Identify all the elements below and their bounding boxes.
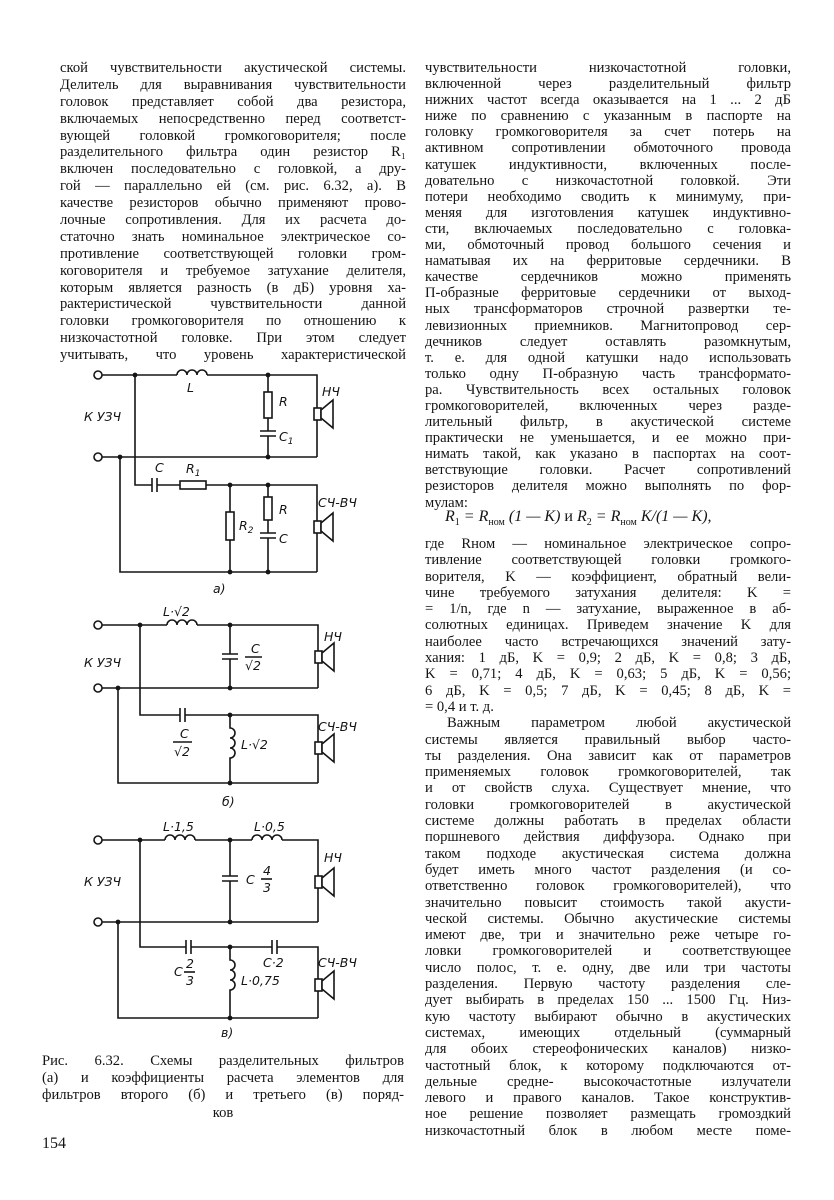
text-line: головки громкоговорителя по отношению к: [60, 313, 406, 330]
text-line: сти, включаемых последовательно с головка-: [425, 220, 791, 237]
input-terminal: [94, 684, 102, 692]
text-line: ты разделения. Она зависит как от параметров: [425, 747, 791, 764]
input-label: К УЗЧ: [84, 874, 122, 889]
text-line: тивление соответствующей головки громкого-: [425, 552, 791, 569]
text-line: ра. Чувствительность всех остальных головок: [425, 381, 791, 398]
text-line: будет иметь много частот разделения (и со-: [425, 861, 791, 878]
label-C1: $C_1$: [279, 429, 294, 447]
label-L2: L·0,5: [254, 819, 285, 834]
label-L-bottom: L·√2: [241, 737, 268, 752]
label-L1: L·1,5: [163, 819, 194, 834]
label-R: R: [279, 394, 288, 409]
text-line: (а) и коэффициенты расчета элементов для: [42, 1070, 404, 1087]
formula-r1: R: [445, 508, 455, 525]
text-line: K = 0,71; 4 дБ, K = 0,63; 5 дБ, K = 0,56;: [425, 666, 791, 683]
capacitor-C: [152, 478, 157, 492]
formula-sub: ном: [488, 517, 505, 529]
text-line: ниже по сравнению с указанным в паспорте на: [425, 108, 791, 125]
inductor: [165, 835, 195, 840]
text-line: наматывая их на ферритовые сердечники. В: [425, 253, 791, 270]
schematic-a: [84, 370, 357, 596]
label-L-top: L·√2: [163, 604, 190, 619]
text-line: системе должны работать в пределах области: [425, 813, 791, 830]
text-line: системы является правильный выбор часто-: [425, 731, 791, 748]
text-line: головку громкоговорителя за счет потерь на: [425, 124, 791, 141]
text-line: кую частоту выбирают обычно в акустических: [425, 1008, 791, 1025]
text-line: дует выбирать в пределах 150 ... 1500 Гц. Низ-: [425, 992, 791, 1009]
text-line: разделения. Первую частоту разделения сле-: [425, 976, 791, 993]
text-line: где Rном — номинальное электрическое сопро-: [425, 536, 791, 552]
text-line: число полос, т. е. одну, две или три частоты: [425, 959, 791, 976]
text-line: качестве резисторов обычно применяют прово-: [60, 195, 406, 212]
text-line: ворителя, K — коэффициент, обратный вели-: [425, 568, 791, 585]
text-line: для обоих стереофонических каналов) низко-: [425, 1041, 791, 1058]
input-terminal: [94, 453, 102, 461]
text-line: громкоговорителей, включенных через разде-: [425, 397, 791, 414]
inductor: [252, 835, 282, 840]
text-line: включаемых непосредственно перед соответст-: [60, 110, 406, 127]
label-C-top-den: √2: [245, 658, 261, 673]
text-line: лочные сопротивления. Для их расчета до-: [60, 212, 406, 229]
text-line: меняя для изготовления катушек индуктивно-: [425, 204, 791, 221]
input-terminal: [94, 836, 102, 844]
figure-tag-c: в): [221, 1025, 234, 1040]
text-line: потери необходимо сводить к минимуму, при-: [425, 188, 791, 205]
text-line: ветствующие головки. Расчет сопротивлений: [425, 462, 791, 479]
text-line: рактеристической чувствительности данной: [60, 296, 406, 313]
text-line: качестве сердечников можно применять: [425, 269, 791, 286]
label-L: L: [187, 380, 194, 395]
label-C-bottom-num: C: [180, 726, 189, 741]
text-line: фильтров второго (б) и третьего (в) поряд-: [42, 1087, 404, 1104]
figure-caption: [42, 1053, 404, 1122]
text-line: только одну П-образную часть трансформато-: [425, 365, 791, 382]
text-line: т. е. для одной катушки надо использовать: [425, 349, 791, 366]
formula-text: и: [560, 508, 577, 525]
inductor-L: [177, 370, 207, 375]
text-line: левого и правого каналов. Такое конструктив-: [425, 1090, 791, 1107]
label-R: R: [279, 502, 288, 517]
text-line: ми, обмоточный провод большого сечения и: [425, 237, 791, 254]
figure-tag-a: а): [213, 581, 226, 596]
text-line: учитывать, что уровень характеристической: [60, 347, 406, 364]
text-line: коговорителя и требуемое затухание делителя,: [60, 262, 406, 279]
text-line: Делитель для выравнивания чувствительности: [60, 76, 406, 93]
text-line: П-образные ферритовые сердечники от выход-: [425, 285, 791, 302]
text-line: Важным параметром любой акустической: [447, 715, 791, 732]
label-R2: $R_2$: [239, 518, 254, 536]
formula-text: = R: [459, 508, 489, 525]
text-line: нимать такой, как указано в паспортах на соот-: [425, 446, 791, 463]
label-lf-head: НЧ: [324, 850, 342, 865]
resistor-R1: [180, 481, 206, 489]
text-line: включен последовательно с головкой, а дру-: [60, 161, 406, 178]
text-line: головок представляет собой два резистора,: [60, 93, 406, 110]
label-hf-head: СЧ-ВЧ: [318, 719, 357, 734]
text-line: поршневого действия диффузора. Однако при: [425, 829, 791, 846]
text-line: ков: [212, 1104, 234, 1121]
input-label: К УЗЧ: [84, 409, 122, 424]
text-line: и от свойств слуха. Существует мнение, что: [425, 780, 791, 797]
page-number: 154: [42, 1135, 66, 1152]
label-C-top-num: C: [251, 641, 260, 656]
label-C-bottom-den: √2: [174, 744, 190, 759]
label-hf-head: СЧ-ВЧ: [318, 955, 357, 970]
text-line: = 0,4 и т. д.: [425, 698, 494, 715]
text-line: наиболее часто встречающихся значений зату-: [425, 633, 791, 650]
text-line: дечников следует оставлять разомкнутым,: [425, 333, 791, 350]
text-line: гой — параллельно ей (см. рис. 6.32, а). В: [60, 178, 406, 195]
label-C-top: C: [246, 872, 255, 887]
input-label: К УЗЧ: [84, 655, 122, 670]
capacitor: [222, 625, 238, 688]
text-line: вующей головкой громкоговорителя; после: [60, 127, 406, 144]
label-R1: $R_1$: [186, 461, 201, 479]
inductor: [230, 715, 235, 783]
text-line: солютных единицах. Приведем значение K для: [425, 617, 791, 634]
label-lf-head: НЧ: [324, 629, 342, 644]
resistor-R: [264, 392, 272, 418]
formula-text: (1 — K): [504, 508, 561, 525]
formula-sub: 2: [586, 517, 592, 529]
label-hf-head: СЧ-ВЧ: [318, 495, 357, 510]
text-line: включенной через разделительный фильтр: [425, 76, 791, 93]
text-line: значительно повысит стоимость такой акусти-: [425, 894, 791, 911]
label-C1-den: 3: [186, 973, 194, 988]
text-line: ответственно головок громкоговорителей), что: [425, 878, 791, 895]
text-line: катушек индуктивности, включенных после-: [425, 156, 791, 173]
schematic-c: [84, 819, 357, 1040]
text-line: применяемых головок громкоговорителей, так: [425, 764, 791, 781]
formula-text: = R: [591, 508, 621, 525]
text-line: ческой системы. Обычно акустические системы: [425, 910, 791, 927]
text-line: резисторов делителя можно выполнять по фор-: [425, 478, 791, 495]
formula-sub: ном: [620, 517, 637, 529]
input-terminal: [94, 371, 102, 379]
inductor: [167, 620, 197, 625]
label-C1: C: [174, 964, 183, 979]
text-line: системах, имеющих отдельный (суммарный: [425, 1024, 791, 1041]
text-line: = 1/n, где n — затухание, выраженное в аб-: [425, 601, 791, 618]
text-line: имеют две, три и значительно реже четыре го-: [425, 927, 791, 944]
resistor-R2: [226, 512, 234, 540]
text-line: частотный блок, к которому подключаются от-: [425, 1057, 791, 1074]
text-line: ской чувствительности акустической системы.: [60, 60, 406, 76]
label-C1-num: 2: [186, 956, 194, 971]
inductor: [230, 947, 235, 1018]
text-line: которым является разность (в дБ) уровня ха-: [60, 279, 406, 296]
text-line: активном сопротивлении обмоточного провода: [425, 140, 791, 157]
text-line: разделительного фильтра один резистор R₁: [60, 144, 406, 161]
text-line: чине требуемого затухания делителя: K =: [425, 584, 791, 601]
text-line: дельные средне- высокочастотные излучатели: [425, 1073, 791, 1090]
text-line: практически не уменьшается, и ее можно при-: [425, 430, 791, 447]
text-line: довательно с низкочастотной головкой. Эти: [425, 172, 791, 189]
text-line: таком подходе акустическая система должна: [425, 845, 791, 862]
input-terminal: [94, 621, 102, 629]
text-line: хания: 1 дБ, K = 0,9; 2 дБ, K = 0,8; 3 дБ,: [425, 650, 791, 667]
label-C: C: [155, 460, 164, 475]
text-line: 6 дБ, K = 0,5; 7 дБ, K = 0,45; 8 дБ, K =: [425, 682, 791, 699]
text-line: противление соответствующей головки гром-: [60, 245, 406, 262]
label-lf-head: НЧ: [322, 384, 340, 399]
text-line: лительный фильтр, в акустической системе: [425, 414, 791, 431]
text-line: ное решение позволяет размещать громоздкий: [425, 1106, 791, 1123]
capacitor: [222, 840, 238, 922]
text-line: чувствительности низкочастотной головки,: [425, 60, 791, 76]
text-line: мулам:: [425, 494, 468, 511]
text-line: ловки громкоговорителей и соответствующее: [425, 943, 791, 960]
text-line: Рис. 6.32. Схемы разделительных фильтров: [42, 1053, 404, 1069]
figure-tag-b: б): [222, 794, 235, 809]
text-line: головки громкоговорителей в акустической: [425, 796, 791, 813]
formula-sub: 1: [454, 517, 460, 529]
input-terminal: [94, 918, 102, 926]
label-C2: C·2: [263, 955, 284, 970]
text-line: низкочастотный блок в любом месте поме-: [425, 1122, 791, 1139]
label-C-top-den: 3: [263, 880, 271, 895]
resistor-R: [264, 497, 272, 520]
label-C-top-num: 4: [263, 863, 271, 878]
text-line: нижних частот всегда оказывается на 1 ... 2 дБ: [425, 92, 791, 109]
label-L3: L·0,75: [241, 973, 280, 988]
schematic-b: [84, 604, 357, 809]
text-line: статочно знать номинальное электрическое со-: [60, 228, 406, 245]
text-line: низкочастотной головке. При этом следует: [60, 330, 406, 347]
text-line: левизионных приемников. Магнитопровод сер-: [425, 317, 791, 334]
label-C: C: [279, 531, 288, 546]
formula-r2: R: [576, 508, 587, 525]
formula-text: K/(1 — K),: [636, 508, 712, 525]
text-line: ных трансформаторов строчной развертки те-: [425, 301, 791, 318]
